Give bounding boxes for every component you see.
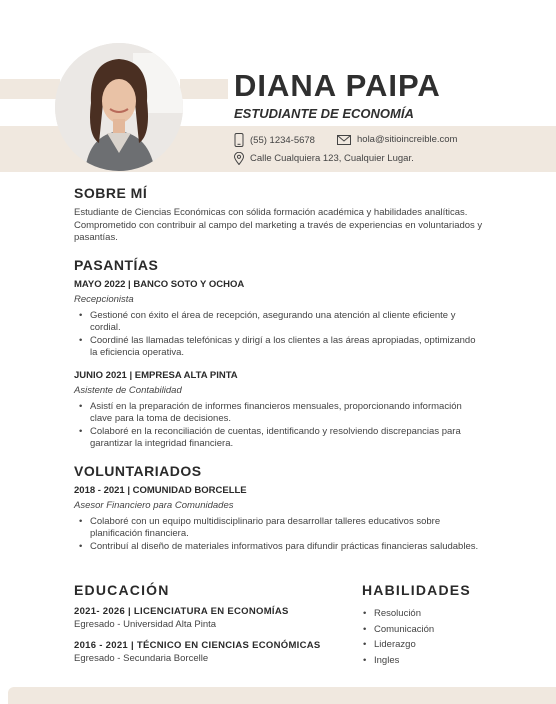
volunteer-position: Asesor Financiero para Comunidades — [74, 499, 234, 511]
list-item: • Gestioné con éxito el área de recepción, asegurando una atención al cliente eficiente y cordial. — [90, 310, 484, 335]
contact-phone — [234, 133, 315, 147]
section-heading-skills: HABILIDADES — [362, 582, 471, 598]
list-item: • Contribuí al diseño de materiales informativos para difundir prácticas financieras saludables. — [90, 541, 484, 554]
education-section — [74, 582, 354, 674]
list-item: • Asistí en la preparación de informes financieros mensuales, proporcionando información clave para la toma de decisiones. — [90, 401, 484, 426]
location-pin-icon — [234, 152, 244, 165]
list-item: • Coordiné las llamadas telefónicas y dirigí a los clientes a las áreas apropiadas, optimizando la eficiencia operativa. — [90, 335, 484, 360]
skill-item: • Comunicación — [374, 622, 502, 638]
skill-item: • Resolución — [374, 606, 502, 622]
volunteering-section — [74, 463, 484, 554]
job-title: JUNIO 2021 | EMPRESA ALTA PINTA — [74, 369, 238, 381]
email-text: hola@sitioincreible.com — [357, 134, 458, 145]
skills-section — [362, 582, 502, 668]
education-title: 2016 - 2021 | TÉCNICO EN CIENCIAS ECONÓMICAS — [74, 640, 321, 651]
volunteer-title: 2018 - 2021 | COMUNIDAD BORCELLE — [74, 484, 247, 496]
job-bullets — [74, 310, 484, 360]
about-section — [74, 185, 484, 245]
skill-item: • Liderazgo — [374, 637, 502, 653]
education-institution: Egresado - Secundaria Borcelle — [74, 653, 209, 664]
mail-icon — [337, 135, 351, 145]
about-text: Estudiante de Ciencias Económicas con sólida formación académica y habilidades analíticas. Comprometido con contribuir al campo del marketing a través de experiencias en voluntariados y pasantías. — [74, 207, 483, 243]
job-bullets — [74, 401, 484, 451]
job-title: MAYO 2022 | BANCO SOTO Y OCHOA — [74, 278, 245, 290]
address-text: Calle Cualquiera 123, Cualquier Lugar. — [250, 153, 414, 164]
skills-list — [362, 606, 502, 668]
section-heading-internships: PASANTÍAS — [74, 256, 159, 273]
list-item: • Colaboré en la reconciliación de cuentas, identificando y resolviendo discrepancias para garantizar la integridad financiera. — [90, 426, 484, 451]
section-heading-volunteering: VOLUNTARIADOS — [74, 462, 202, 479]
decorative-stripe-left — [0, 79, 60, 99]
section-heading-education: EDUCACIÓN — [74, 582, 170, 598]
candidate-role: ESTUDIANTE DE ECONOMÍA — [234, 106, 414, 121]
phone-text: (55) 1234-5678 — [250, 134, 315, 146]
list-item: • Colaboré con un equipo multidisciplinario para desarrollar talleres educativos sobre planificación financiera. — [90, 516, 484, 541]
profile-photo — [55, 43, 183, 171]
job-position: Asistente de Contabilidad — [74, 384, 182, 396]
section-heading-about: SOBRE MÍ — [74, 185, 148, 201]
education-institution: Egresado - Universidad Alta Pinta — [74, 619, 217, 630]
education-title: 2021- 2026 | LICENCIATURA EN ECONOMÍAS — [74, 606, 289, 617]
footer-band — [8, 687, 556, 704]
job-entry — [74, 279, 484, 360]
internships-section — [74, 257, 484, 451]
skill-item: • Ingles — [374, 653, 502, 669]
volunteer-bullets — [74, 516, 484, 554]
contact-address — [234, 152, 414, 165]
contact-email — [337, 134, 457, 145]
job-position: Recepcionista — [74, 293, 134, 305]
phone-icon — [234, 133, 244, 147]
job-entry — [74, 370, 484, 451]
decorative-stripe — [180, 79, 228, 99]
main-content — [74, 185, 484, 553]
candidate-name: DIANA PAIPA — [234, 68, 441, 103]
